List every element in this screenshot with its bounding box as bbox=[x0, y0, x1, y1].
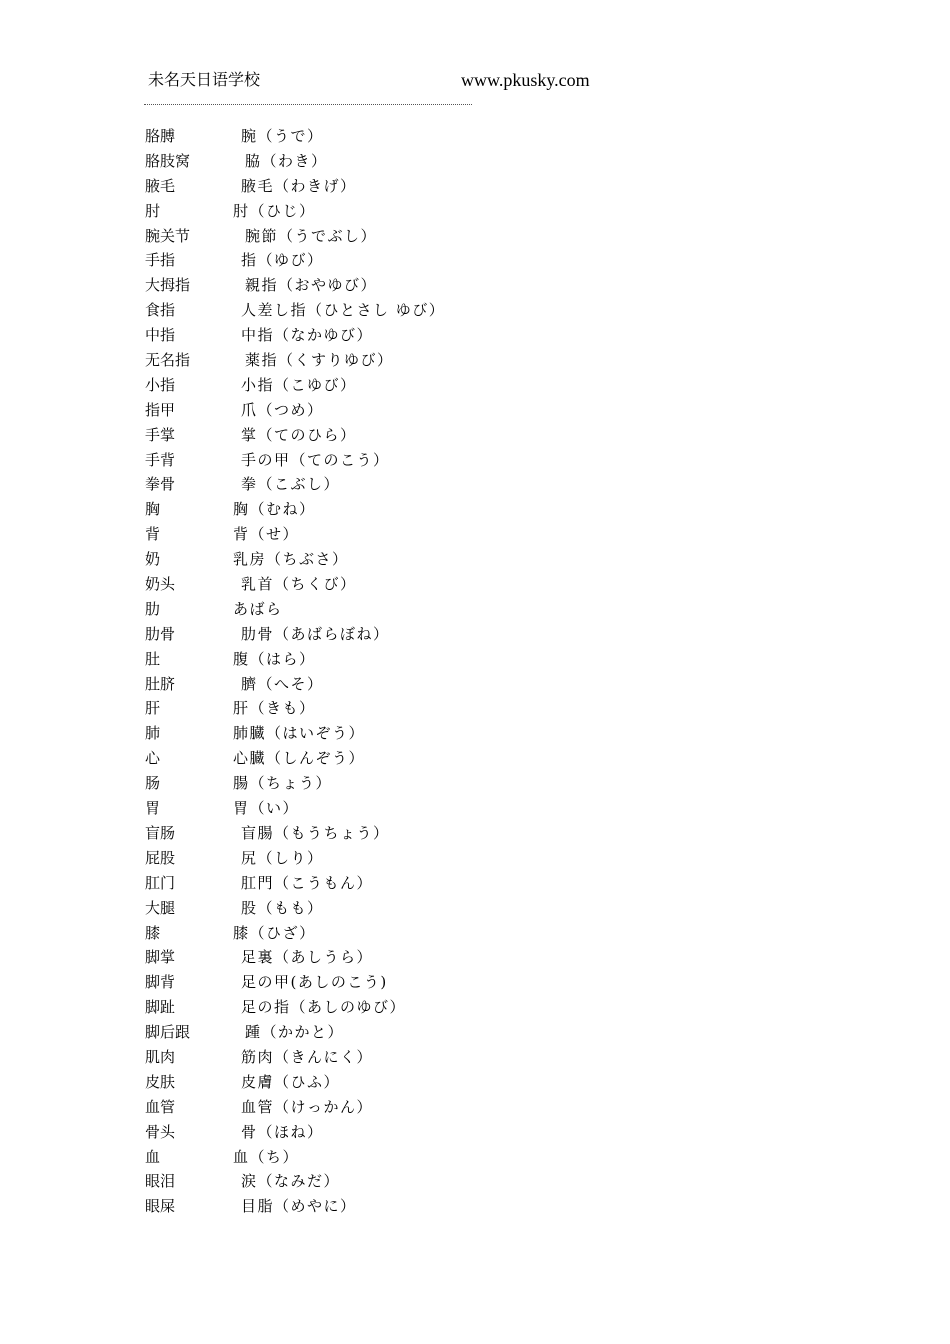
chinese-term: 盲肠 bbox=[145, 823, 176, 842]
chinese-term: 指甲 bbox=[145, 400, 176, 419]
japanese-term: 腸（ちょう） bbox=[233, 774, 333, 793]
japanese-term: 股（もも） bbox=[241, 898, 324, 917]
chinese-term: 肺 bbox=[145, 724, 161, 743]
japanese-term: 盲腸（もうちょう） bbox=[241, 823, 390, 842]
japanese-term: 目脂（めやに） bbox=[241, 1197, 357, 1216]
japanese-term: 人差し指（ひとさし ゆび） bbox=[241, 301, 446, 320]
chinese-term: 肛门 bbox=[145, 873, 176, 892]
japanese-term: あばら bbox=[233, 599, 283, 618]
chinese-term: 肘 bbox=[145, 201, 161, 220]
chinese-term: 肝 bbox=[145, 699, 161, 718]
chinese-term: 肚 bbox=[145, 649, 161, 668]
japanese-term: 膝（ひざ） bbox=[233, 923, 316, 942]
chinese-term: 中指 bbox=[145, 326, 176, 345]
japanese-term: 骨（ほね） bbox=[241, 1122, 324, 1141]
page-header bbox=[148, 68, 618, 94]
japanese-term: 腹（はら） bbox=[233, 649, 316, 668]
japanese-term: 臍（へそ） bbox=[241, 674, 324, 693]
header-divider bbox=[144, 104, 472, 105]
japanese-term: 肋骨（あばらぼね） bbox=[241, 624, 390, 643]
chinese-term: 大腿 bbox=[145, 898, 176, 917]
japanese-term: 中指（なかゆび） bbox=[241, 326, 374, 345]
chinese-term: 脚掌 bbox=[145, 948, 176, 967]
chinese-term: 胸 bbox=[145, 500, 161, 519]
chinese-term: 大拇指 bbox=[145, 276, 191, 295]
chinese-term: 胳肢窝 bbox=[145, 151, 191, 170]
japanese-term: 肺臓（はいぞう） bbox=[233, 724, 366, 743]
chinese-term: 奶 bbox=[145, 550, 161, 569]
japanese-term: 腕（うで） bbox=[241, 127, 324, 145]
chinese-term: 眼泪 bbox=[145, 1172, 176, 1191]
chinese-term: 心 bbox=[145, 749, 161, 768]
chinese-term: 胳膊 bbox=[145, 127, 176, 145]
chinese-term: 肋骨 bbox=[145, 624, 176, 643]
chinese-term: 脚背 bbox=[145, 973, 176, 992]
japanese-term: 小指（こゆび） bbox=[241, 375, 357, 394]
chinese-term: 背 bbox=[145, 525, 161, 544]
chinese-term: 小指 bbox=[145, 375, 176, 394]
japanese-term: 掌（てのひら） bbox=[241, 425, 357, 444]
japanese-term: 背（せ） bbox=[233, 525, 300, 544]
japanese-term: 薬指（くすりゆび） bbox=[245, 351, 394, 370]
chinese-term: 胃 bbox=[145, 799, 161, 818]
japanese-term: 皮膚（ひふ） bbox=[241, 1072, 341, 1091]
chinese-term: 膝 bbox=[145, 923, 161, 942]
chinese-term: 肋 bbox=[145, 599, 161, 618]
chinese-term: 食指 bbox=[145, 301, 176, 320]
japanese-term: 乳房（ちぶさ） bbox=[233, 550, 349, 569]
japanese-term: 指（ゆび） bbox=[241, 251, 324, 270]
japanese-term: 尻（しり） bbox=[241, 848, 324, 867]
chinese-term: 肠 bbox=[145, 774, 161, 793]
chinese-term: 手掌 bbox=[145, 425, 176, 444]
chinese-term: 血管 bbox=[145, 1097, 176, 1116]
japanese-term: 足の甲(あしのこう) bbox=[241, 973, 388, 992]
japanese-term: 肘（ひじ） bbox=[233, 201, 316, 220]
japanese-term: 肛門（こうもん） bbox=[241, 873, 374, 892]
japanese-term: 腋毛（わきげ） bbox=[241, 176, 357, 195]
header-website-url[interactable]: www.pkusky.com bbox=[461, 70, 590, 90]
japanese-term: 親指（おやゆび） bbox=[245, 276, 378, 295]
japanese-term: 乳首（ちくび） bbox=[241, 575, 357, 594]
chinese-term: 肚脐 bbox=[145, 674, 176, 693]
chinese-term: 眼屎 bbox=[145, 1197, 176, 1216]
chinese-term: 奶头 bbox=[145, 575, 176, 594]
chinese-term: 手背 bbox=[145, 450, 176, 469]
chinese-term: 脚后跟 bbox=[145, 1023, 191, 1042]
japanese-term: 足裏（あしうら） bbox=[241, 948, 374, 967]
japanese-term: 筋肉（きんにく） bbox=[241, 1047, 374, 1066]
japanese-term: 腕節（うでぶし） bbox=[245, 226, 378, 245]
chinese-term: 骨头 bbox=[145, 1122, 176, 1141]
chinese-term: 脚趾 bbox=[145, 998, 176, 1017]
chinese-term: 无名指 bbox=[145, 351, 191, 370]
chinese-term: 屁股 bbox=[145, 848, 176, 867]
chinese-term: 皮肤 bbox=[145, 1072, 176, 1091]
chinese-term: 手指 bbox=[145, 251, 176, 270]
japanese-term: 血管（けっかん） bbox=[241, 1097, 374, 1116]
chinese-term: 肌肉 bbox=[145, 1047, 176, 1066]
chinese-term: 血 bbox=[145, 1147, 161, 1166]
japanese-term: 涙（なみだ） bbox=[241, 1172, 341, 1191]
chinese-term: 腕关节 bbox=[145, 226, 191, 245]
chinese-term: 腋毛 bbox=[145, 176, 176, 195]
japanese-term: 胸（むね） bbox=[233, 500, 316, 519]
japanese-term: 踵（かかと） bbox=[245, 1023, 345, 1042]
japanese-term: 拳（こぶし） bbox=[241, 475, 341, 494]
japanese-term: 胃（い） bbox=[233, 799, 300, 818]
japanese-term: 心臓（しんぞう） bbox=[233, 749, 366, 768]
japanese-term: 脇（わき） bbox=[245, 151, 328, 170]
japanese-term: 爪（つめ） bbox=[241, 400, 324, 419]
header-school-name: 未名天日语学校 bbox=[148, 70, 261, 89]
japanese-term: 手の甲（てのこう） bbox=[241, 450, 390, 469]
japanese-term: 血（ち） bbox=[233, 1147, 300, 1166]
chinese-term: 拳骨 bbox=[145, 475, 176, 494]
japanese-term: 肝（きも） bbox=[233, 699, 316, 718]
japanese-term: 足の指（あしのゆび） bbox=[241, 998, 407, 1017]
